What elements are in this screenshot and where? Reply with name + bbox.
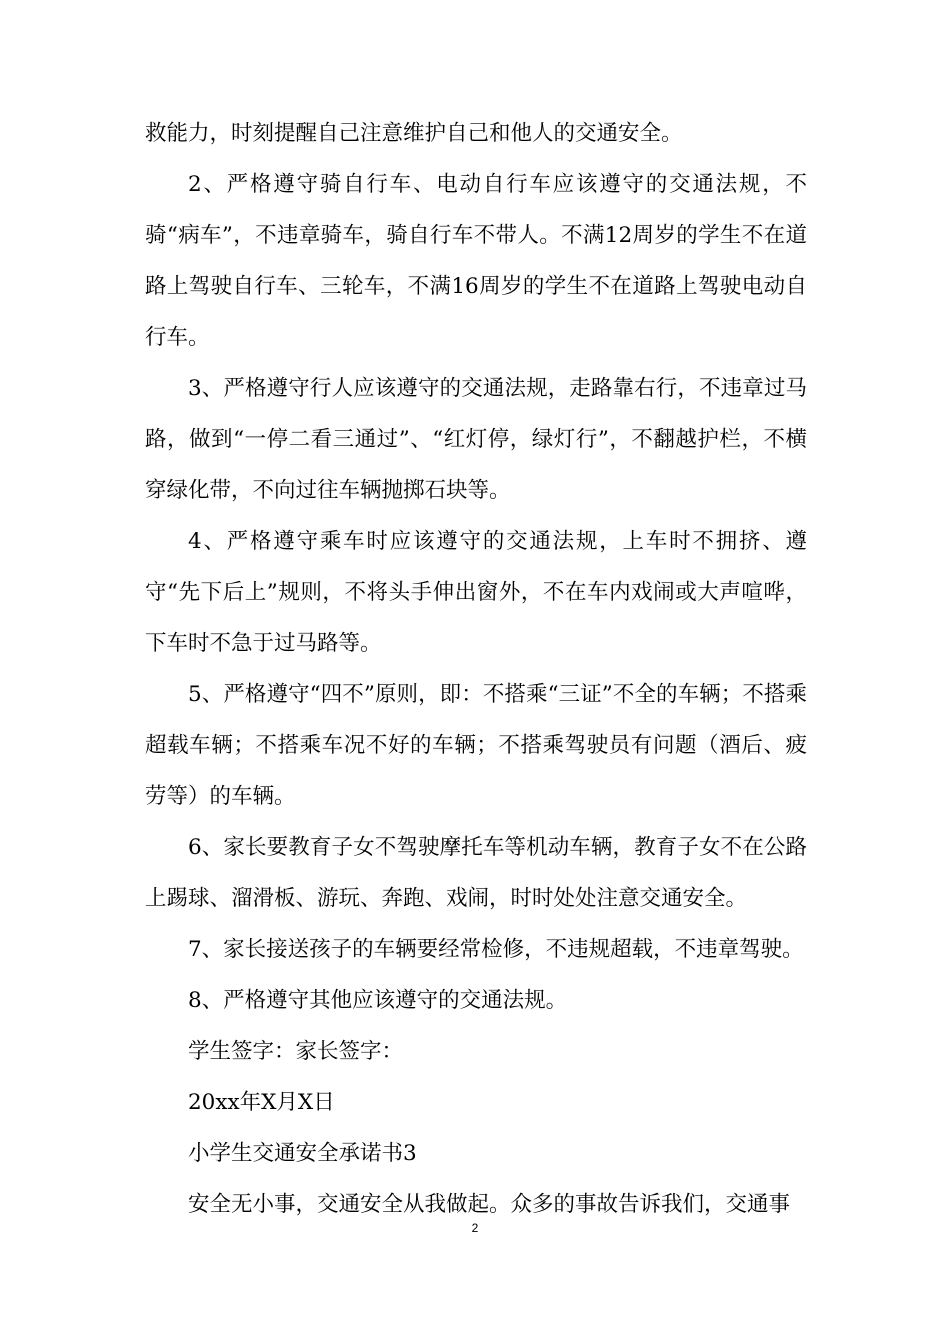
paragraph-item-7: 7、家长接送孩子的车辆要经常检修，不违规超载，不违章驾驶。: [188, 937, 804, 962]
paragraph-item-4: 4、严格遵守乘车时应该遵守的交通法规，上车时不拥挤、遵守“先下后上”规则，不将头手伸出窗外，不在车内戏闹或大声喧哗，下车时不急于过马路等。: [145, 529, 807, 656]
section-title: 小学生交通安全承诺书3: [188, 1141, 417, 1166]
paragraph-continuation: 救能力，时刻提醒自己注意维护自己和他人的交通安全。: [145, 121, 683, 146]
signature-line: 学生签字：家长签字：: [188, 1039, 404, 1064]
paragraph-item-8: 8、严格遵守其他应该遵守的交通法规。: [188, 988, 568, 1013]
page-number: 2: [471, 1221, 479, 1235]
paragraph-item-2: 2、严格遵守骑自行车、电动自行车应该遵守的交通法规，不骑“病车”，不违章骑车，骑自行车不带人。不满12周岁的学生不在道路上驾驶自行车、三轮车，不满16周岁的学生不在道路上驾驶电动自行车。: [145, 172, 807, 350]
paragraph-item-6: 6、家长要教育子女不驾驶摩托车等机动车辆，教育子女不在公路上踢球、溜滑板、游玩、奔跑、戏闹，时时处处注意交通安全。: [145, 835, 807, 911]
document-body: [145, 108, 807, 1230]
paragraph-intro: 安全无小事，交通安全从我做起。众多的事故告诉我们，交通事: [188, 1192, 791, 1217]
paragraph-item-3: 3、严格遵守行人应该遵守的交通法规，走路靠右行，不违章过马路，做到“一停二看三通过”、“红灯停，绿灯行”，不翻越护栏，不横穿绿化带，不向过往车辆抛掷石块等。: [145, 376, 807, 503]
paragraph-item-5: 5、严格遵守“四不”原则，即：不搭乘“三证”不全的车辆；不搭乘超载车辆；不搭乘车况不好的车辆；不搭乘驾驶员有问题（酒后、疲劳等）的车辆。: [145, 682, 807, 809]
date-line: 20xx年X月X日: [188, 1090, 335, 1115]
